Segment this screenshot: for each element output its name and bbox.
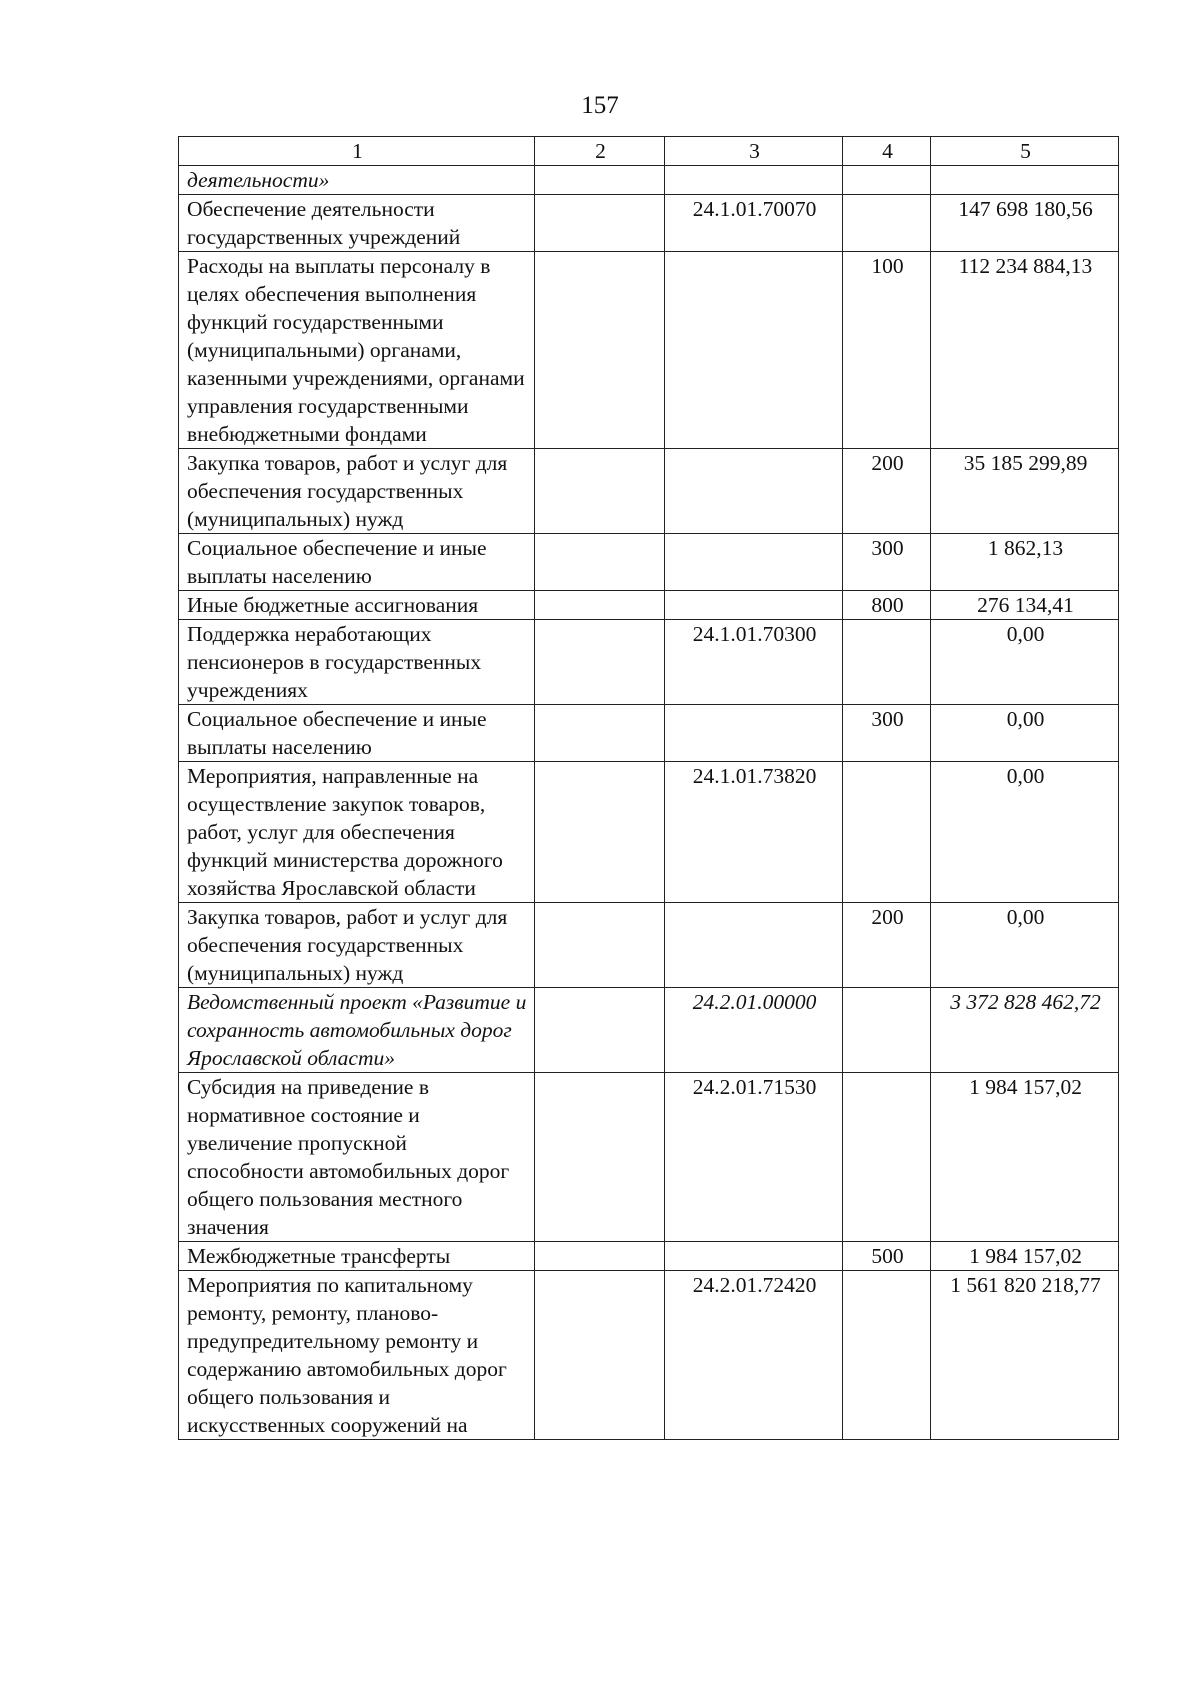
row-kvr-cell	[843, 988, 931, 1073]
row-col2-cell	[535, 1271, 665, 1440]
row-sum-cell: 0,00	[931, 762, 1119, 903]
row-name-cell: Ведомственный проект «Развитие и сохранность автомобильных дорог Ярославской области»	[179, 988, 535, 1073]
row-col2-cell	[535, 534, 665, 591]
table-row	[179, 1271, 1119, 1440]
row-col2-cell	[535, 1073, 665, 1242]
table-row	[179, 252, 1119, 449]
table-row	[179, 591, 1119, 620]
row-sum-cell: 276 134,41	[931, 591, 1119, 620]
row-code-cell: 24.1.01.70300	[665, 620, 843, 705]
table-row	[179, 762, 1119, 903]
row-col2-cell	[535, 449, 665, 534]
table-row	[179, 988, 1119, 1073]
row-code-cell: 24.2.01.00000	[665, 988, 843, 1073]
column-header-4: 4	[843, 137, 931, 166]
row-name-cell: Обеспечение деятельности государственных учреждений	[179, 195, 535, 252]
row-col2-cell	[535, 252, 665, 449]
table-row	[179, 534, 1119, 591]
row-kvr-cell: 200	[843, 449, 931, 534]
row-col2-cell	[535, 903, 665, 988]
row-name-cell: Расходы на выплаты персоналу в целях обеспечения выполнения функций государственными (муниципальными) органами, казенными учреждениями, органами управления государственными внебюджетными фондами	[179, 252, 535, 449]
row-code-cell: 24.2.01.71530	[665, 1073, 843, 1242]
row-code-cell: 24.2.01.72420	[665, 1271, 843, 1440]
row-col2-cell	[535, 166, 665, 195]
table-row	[179, 195, 1119, 252]
table-row	[179, 620, 1119, 705]
row-sum-cell: 1 984 157,02	[931, 1073, 1119, 1242]
row-col2-cell	[535, 988, 665, 1073]
row-sum-cell	[931, 166, 1119, 195]
table-row	[179, 1242, 1119, 1271]
row-sum-cell: 35 185 299,89	[931, 449, 1119, 534]
row-col2-cell	[535, 762, 665, 903]
table-row	[179, 705, 1119, 762]
column-header-2: 2	[535, 137, 665, 166]
row-name-cell: Закупка товаров, работ и услуг для обеспечения государственных (муниципальных) нужд	[179, 903, 535, 988]
row-name-cell: Социальное обеспечение и иные выплаты населению	[179, 705, 535, 762]
row-name-cell: Мероприятия, направленные на осуществление закупок товаров, работ, услуг для обеспечения функций министерства дорожного хозяйства Ярославской области	[179, 762, 535, 903]
table-row	[179, 903, 1119, 988]
row-name-cell: Субсидия на приведение в нормативное состояние и увеличение пропускной способности автомобильных дорог общего пользования местного значения	[179, 1073, 535, 1242]
row-name-cell: Иные бюджетные ассигнования	[179, 591, 535, 620]
row-code-cell	[665, 252, 843, 449]
row-col2-cell	[535, 620, 665, 705]
row-kvr-cell: 100	[843, 252, 931, 449]
row-name-cell: Мероприятия по капитальному ремонту, ремонту, планово-предупредительному ремонту и содержанию автомобильных дорог общего пользования и искусственных сооружений на	[179, 1271, 535, 1440]
row-code-cell: 24.1.01.73820	[665, 762, 843, 903]
row-sum-cell: 1 561 820 218,77	[931, 1271, 1119, 1440]
row-kvr-cell	[843, 762, 931, 903]
column-header-3: 3	[665, 137, 843, 166]
table-row	[179, 449, 1119, 534]
row-sum-cell: 0,00	[931, 903, 1119, 988]
row-sum-cell: 147 698 180,56	[931, 195, 1119, 252]
page-number: 157	[581, 92, 619, 119]
row-col2-cell	[535, 195, 665, 252]
row-kvr-cell	[843, 195, 931, 252]
row-code-cell	[665, 534, 843, 591]
row-col2-cell	[535, 591, 665, 620]
row-code-cell	[665, 166, 843, 195]
table-body	[179, 166, 1119, 1440]
row-sum-cell: 0,00	[931, 705, 1119, 762]
row-sum-cell: 1 862,13	[931, 534, 1119, 591]
row-kvr-cell: 300	[843, 705, 931, 762]
row-name-cell: деятельности»	[179, 166, 535, 195]
row-name-cell: Поддержка неработающих пенсионеров в государственных учреждениях	[179, 620, 535, 705]
row-kvr-cell	[843, 1271, 931, 1440]
row-sum-cell: 1 984 157,02	[931, 1242, 1119, 1271]
budget-table	[178, 136, 1119, 1440]
row-code-cell	[665, 903, 843, 988]
row-col2-cell	[535, 1242, 665, 1271]
row-kvr-cell	[843, 620, 931, 705]
column-header-1: 1	[179, 137, 535, 166]
table-row	[179, 166, 1119, 195]
row-sum-cell: 112 234 884,13	[931, 252, 1119, 449]
row-kvr-cell	[843, 166, 931, 195]
row-sum-cell: 0,00	[931, 620, 1119, 705]
row-kvr-cell: 300	[843, 534, 931, 591]
row-name-cell: Социальное обеспечение и иные выплаты населению	[179, 534, 535, 591]
row-sum-cell: 3 372 828 462,72	[931, 988, 1119, 1073]
row-kvr-cell	[843, 1073, 931, 1242]
row-code-cell	[665, 449, 843, 534]
row-code-cell	[665, 705, 843, 762]
row-code-cell	[665, 1242, 843, 1271]
row-kvr-cell: 800	[843, 591, 931, 620]
row-code-cell	[665, 591, 843, 620]
table-header-row	[179, 137, 1119, 166]
row-kvr-cell: 200	[843, 903, 931, 988]
row-name-cell: Межбюджетные трансферты	[179, 1242, 535, 1271]
column-header-5: 5	[931, 137, 1119, 166]
row-col2-cell	[535, 705, 665, 762]
table-row	[179, 1073, 1119, 1242]
row-code-cell: 24.1.01.70070	[665, 195, 843, 252]
row-name-cell: Закупка товаров, работ и услуг для обеспечения государственных (муниципальных) нужд	[179, 449, 535, 534]
row-kvr-cell: 500	[843, 1242, 931, 1271]
